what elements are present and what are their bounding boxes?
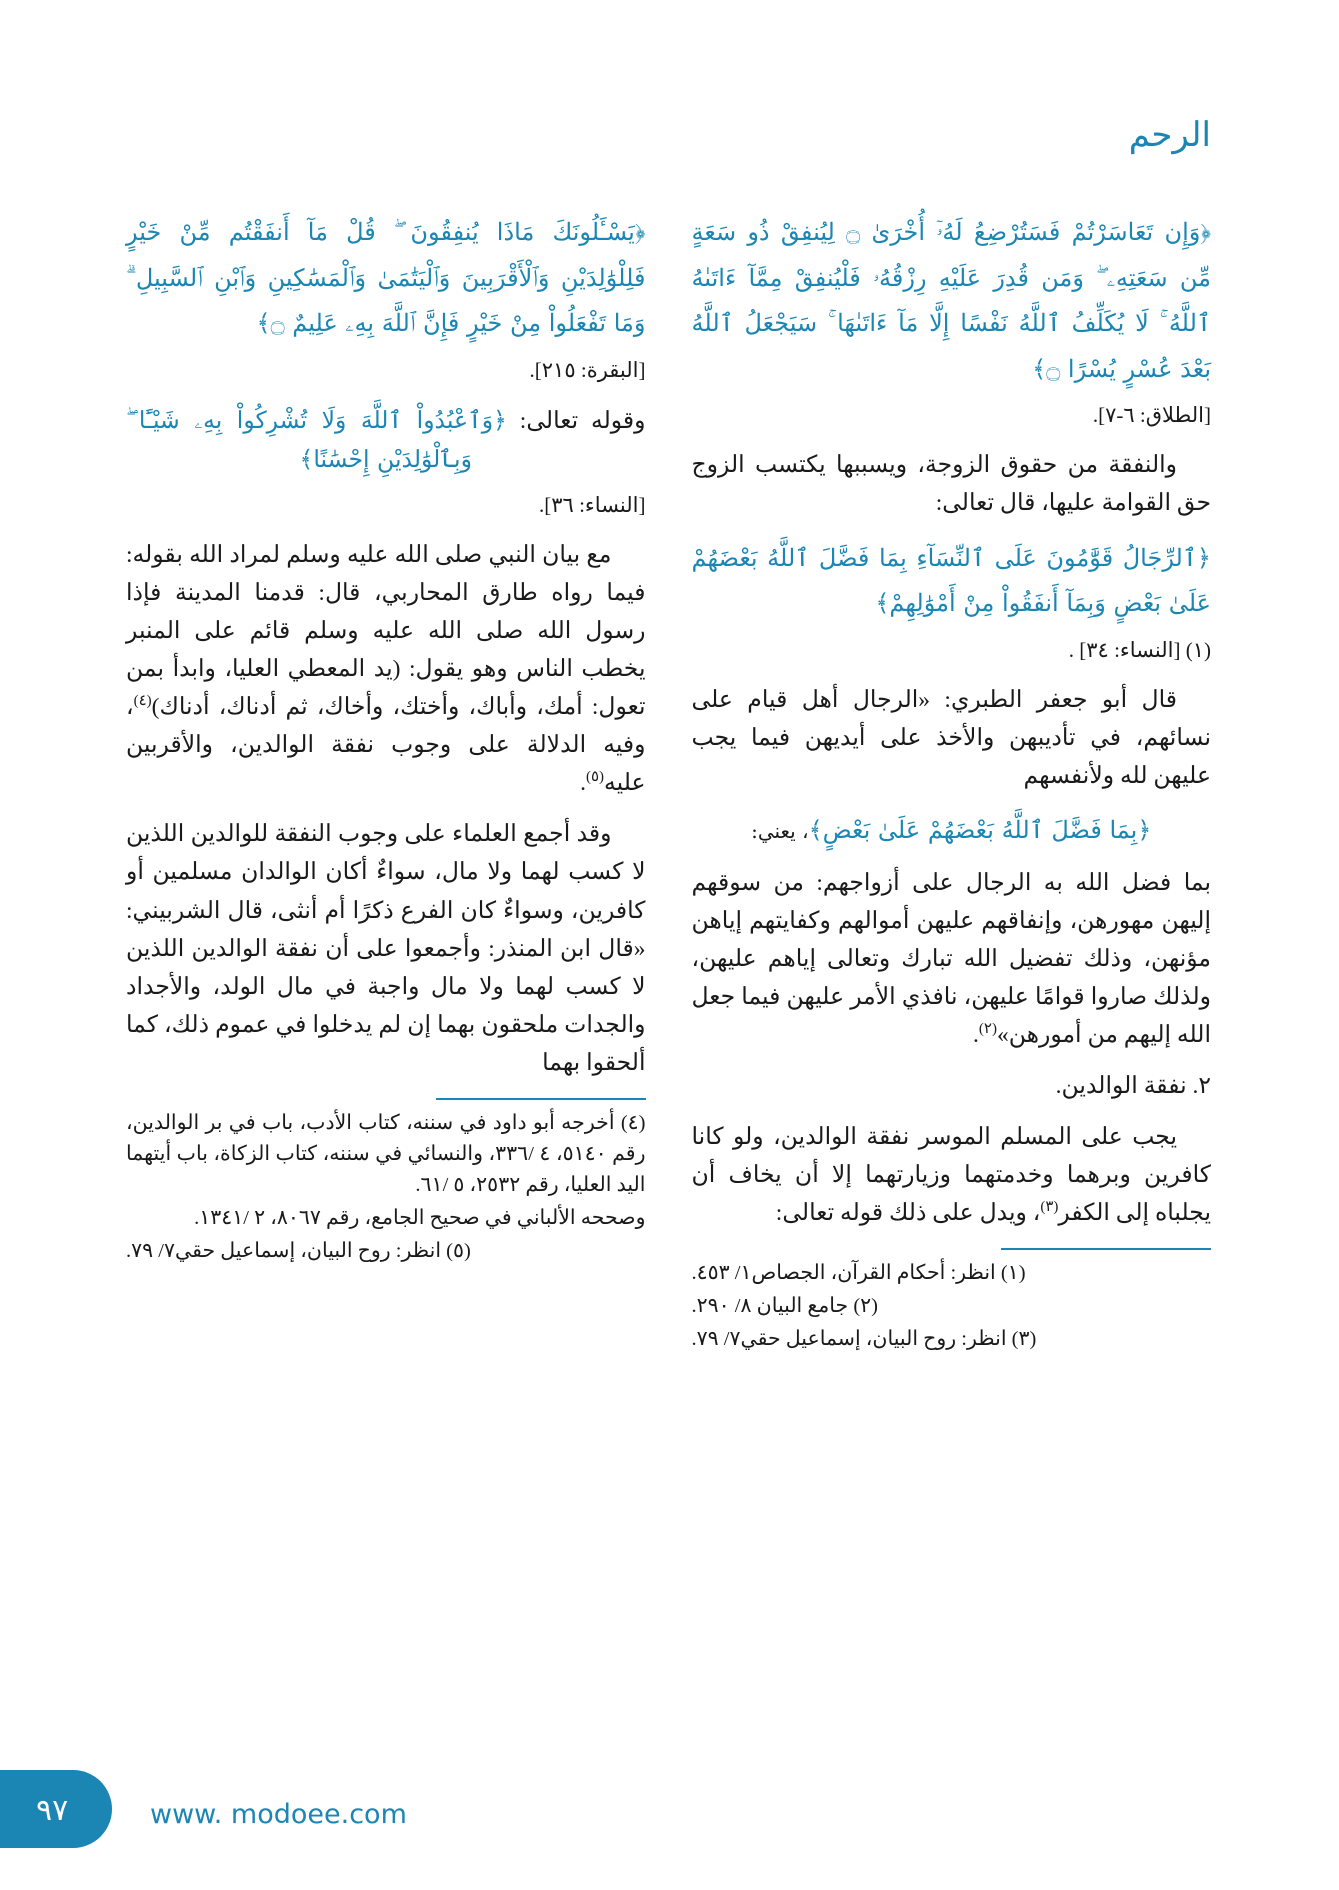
footnote-item: وصححه الألباني في صحيح الجامع، رقم ٨٠٦٧، ٢ /١٣٤١. xyxy=(194,1207,646,1230)
paragraph-text: وقد أجمع العلماء على وجوب النفقة للوالدين اللذين لا كسب لهما ولا مال، سواءٌ أكان الوالدان مسلمين أو كافرين، وسواءٌ كان الفرع ذكرًا أم أنثى، قال الشربيني: «قال ابن المنذر: وأجمعوا على أن نفقة الوالدين اللذين لا كسب لهما ولا مال واجبة في مال الولد، والأجداد والجدات ملحقون بهما إن لم يدخلوا في عموم ذلك، كما ألحقوا بهما xyxy=(126,821,646,1076)
footnote-marker: (٤) xyxy=(133,693,152,710)
inline-continuation: ، يعني: xyxy=(751,818,809,843)
quran-verse-baqara-215: ﴿يَسْـَٔلُونَكَ مَاذَا يُنفِقُونَ ۖ قُلْ مَآ أَنفَقْتُم مِّنْ خَيْرٍ فَلِلْوَٰلِدَيْنِ وَٱلْأَقْرَبِينَ وَٱلْيَتَٰمَىٰ وَٱلْمَسَٰكِينِ وَٱبْنِ ٱلسَّبِيلِ ۗ وَمَا تَفْعَلُواْ مِنْ خَيْرٍ فَإِنَّ ٱللَّهَ بِهِۦ عَلِيمٌ ۝﴾ xyxy=(126,218,646,338)
footnote-item: (٢) جامع البيان ٨/ ٢٩٠. xyxy=(691,1295,878,1318)
paragraph-hadith-tariq xyxy=(126,536,646,802)
paragraph-text-mid: ، وفيه الدلالة على وجوب نفقة الوالدين، والأقربين عليه xyxy=(126,694,646,797)
footnote-marker: (٥) xyxy=(585,769,604,786)
site-url[interactable]: www. modoee.com xyxy=(150,1799,407,1830)
paragraph-text: قال أبو جعفر الطبري: «الرجال أهل قيام على نسائهم، في تأديبهن والأخذ على أيديهن فيما يجب عليهن لله ولأنفسهم xyxy=(691,686,1211,789)
verse-reference-nisa-34: (١) [النساء: ٣٤] . xyxy=(1068,637,1211,662)
quran-verse-nisa-34: ﴿ٱلرِّجَالُ قَوَّٰمُونَ عَلَى ٱلنِّسَآءِ بِمَا فَضَّلَ ٱللَّهُ بَعْضَهُمْ عَلَىٰ بَعْضٍ وَبِمَآ أَنفَقُواْ مِنْ أَمْوَٰلِهِمْ﴾ xyxy=(691,543,1211,618)
page-header xyxy=(131,115,1211,162)
footnote-item: (٤) أخرجه أبو داود في سننه، كتاب الأدب، باب في بر الوالدين، رقم ٥١٤٠، ٤ /٣٣٦، والنسائي في سننه، كتاب الزكاة، باب أيتهما اليد العليا، رقم ٢٥٣٢، ٥ /٦١. xyxy=(126,1111,646,1197)
paragraph-tabari-explanation xyxy=(692,864,1212,1054)
paragraph-text-end: . xyxy=(580,770,586,797)
paragraph-text: مع بيان النبي صلى الله عليه وسلم لمراد الله بقوله: فيما رواه طارق المحاربي، قال: قدمنا المدينة فإذا رسول الله صلى الله عليه وسلم قائم على المنبر يخطب الناس وهو يقول: (يد المعطي العليا، وابدأ بمن تعول: أمك، وأباك، وأختك، وأخاك، ثم أدناك، أدناك) xyxy=(126,541,646,721)
paragraph-text-end: . xyxy=(973,1021,979,1048)
footnote-item: (٣) انظر: روح البيان، إسماعيل حقي٧/ ٧٩. xyxy=(691,1328,1037,1351)
paragraph-text-end: ، ويدل على ذلك قوله تعالى: xyxy=(775,1200,1041,1226)
page-columns xyxy=(126,210,1211,1358)
footnote-marker: (١) xyxy=(1185,637,1211,662)
paragraph-tabari-quote xyxy=(692,681,1212,795)
paragraph-ijma-scholars xyxy=(126,815,646,1081)
footnote-item: (٥) انظر: روح البيان، إسماعيل حقي٧/ ٧٩. xyxy=(126,1240,471,1263)
paragraph-parents-maintenance xyxy=(692,1118,1212,1232)
quran-inline-fadl xyxy=(692,808,1212,854)
quran-inline-text: ﴿بِمَا فَضَّلَ ٱللَّهُ بَعْضَهُمْ عَلَىٰ بَعْضٍ﴾ xyxy=(808,815,1152,844)
paragraph-text: يجب على المسلم الموسر نفقة الوالدين، ولو كانا كافرين وبرهما وخدمتهما وزيارتهما إلا أن يخاف أن يجلباه إلى الكفر xyxy=(691,1123,1211,1226)
footnotes-right xyxy=(692,1248,1212,1355)
paragraph-wa-quluhu xyxy=(126,401,646,479)
paragraph-text: والنفقة من حقوق الزوجة، ويسببها يكتسب الزوج حق القوامة عليها، قال تعالى: xyxy=(691,452,1211,517)
footnotes-left xyxy=(126,1098,646,1268)
verse-reference-talaq: [الطلاق: ٦-٧]. xyxy=(1092,403,1211,428)
page-number: ٩٧ xyxy=(36,1793,69,1828)
footnote-marker: (٣) xyxy=(1040,1199,1059,1216)
column-left xyxy=(126,210,646,1358)
verse-reference-baqara: [البقرة: ٢١٥]. xyxy=(529,357,646,382)
quran-verse-talaq: ﴿وَإِن تَعَاسَرْتُمْ فَسَتُرْضِعُ لَهُۥٓ أُخْرَىٰ ۝ لِيُنفِقْ ذُو سَعَةٍ مِّن سَعَتِهِۦ ۖ وَمَن قُدِرَ عَلَيْهِ رِزْقُهُۥ فَلْيُنفِقْ مِمَّآ ءَاتَىٰهُ ٱللَّهُ ۚ لَا يُكَلِّفُ ٱللَّهُ نَفْسًا إِلَّا مَآ ءَاتَىٰهَا ۚ سَيَجْعَلُ ٱللَّهُ بَعْدَ عُسْرٍ يُسْرًا ۝﴾ xyxy=(691,218,1212,383)
footnote-marker: (٢) xyxy=(978,1020,997,1037)
paragraph-text: بما فضل الله به الرجال على أزواجهم: من سوقهم إليهن مهورهن، وإنفاقهم عليهن أموالهم وكفايتهم إياهن مؤنهن، وذلك تفضيل الله تبارك وتعالى إياهم عليهن، ولذلك صاروا قوامًا عليهن، نافذي الأمر عليهن فيما جعل الله إليهم من أمورهن» xyxy=(691,869,1211,1048)
column-right xyxy=(692,210,1212,1358)
footnote-item: (١) انظر: أحكام القرآن، الجصاص١/ ٤٥٣. xyxy=(691,1262,1026,1285)
paragraph-nafaqa-rights xyxy=(692,446,1212,522)
quran-inline-nisa-36: ﴿وَٱعْبُدُواْ ٱللَّهَ وَلَا تُشْرِكُواْ بِهِۦ شَيْـًٔا ۖ وَبِٱلْوَٰلِدَيْنِ إِحْسَٰنًا﴾ xyxy=(126,405,507,473)
verse-reference-text: [النساء: ٣٤] xyxy=(1079,637,1181,662)
paragraph-text: وقوله تعالى: xyxy=(519,407,646,434)
chapter-title: الرحم xyxy=(1128,115,1211,155)
page-footer xyxy=(0,1770,1339,1890)
verse-reference-nisa-36: [النساء: ٣٦]. xyxy=(539,492,646,517)
section-heading-parents-maintenance: ٢. نفقة الوالدين. xyxy=(1055,1072,1211,1099)
